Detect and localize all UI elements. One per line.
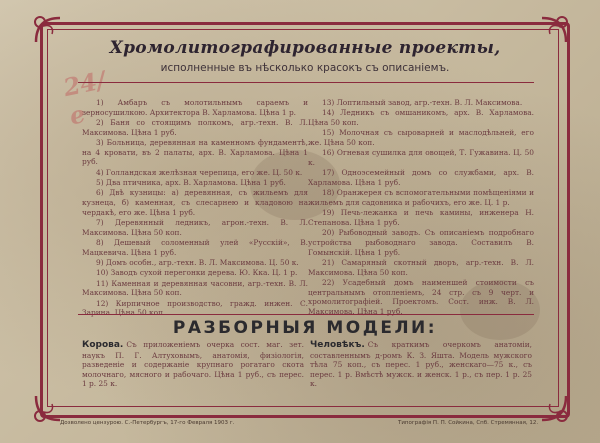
project-entry: 12) Кирпичное производство, гражд. инжен. С. Зарина. Цѣна 50 коп. [82, 298, 308, 318]
project-entry: 20) Рыбоводный заводъ. Съ описанiемъ подробнаго устройства рыбоводнаго завода. Составилъ В. Гомынскiй. Цѣна 1 руб. [308, 228, 534, 257]
project-entry: 13) Лоптильный завод, агр.-техн. В. Л. Максимова. [322, 98, 523, 107]
project-entry: 21) Самаряный скотный дворъ, агр.-техн. В. Л. Максимова. Цѣна 50 коп. [308, 258, 534, 277]
model-description: Съ краткимъ очеркомъ анатомiи, составленнымъ д-ромъ К. З. Яшта. Модель мужского тѣла 75 коп., съ перес. 1 руб., женскаго—75 к., съ перес. 1 р. Вмѣстѣ мужск. и женск. 1 р., съ пер. 1 р. 25 к. [310, 340, 532, 389]
model-cow [82, 340, 304, 389]
divider [78, 82, 534, 83]
models-heading: РАЗБОРНЫЯ МОДЕЛИ: [172, 318, 438, 338]
project-entry: 6) Двѣ кузницы: а) деревянная, съ жильемъ для кузнеца, б) каменная, съ слесарнею и кладовою на чердакѣ, его же. Цѣна 1 руб. [82, 188, 308, 217]
project-entry: 4) Голландская желѣзная черепица, его же. Ц. 50 к. [96, 167, 303, 177]
project-entry: 10) Заводъ сухой перегонки дерева. Ю. Кка. Ц. 1 р. [96, 268, 298, 278]
project-entry: 7) Деревянный ледникъ, агрон.-техн. В. Л. Максимова. Цѣна 50 коп. [82, 218, 308, 237]
project-entry: 3) Больница, деревянная на каменномъ фундаментѣ, на 4 кровати, въ 2 палаты, арх. В. Харламова. Цѣна 1 руб. [82, 138, 308, 167]
corner-ornament-icon [536, 390, 572, 426]
page-title: Хромолитографированные проекты, [109, 38, 501, 58]
project-entry: 17) Одноэсемейный домъ со службами, арх. В. Харламова. Цѣна 1 руб. [308, 168, 534, 187]
projects-list-left [82, 98, 308, 319]
project-entry: 9) Домъ особн., агр.-техн. В. Л. Максимова. Ц. 50 к. [96, 258, 299, 267]
printer-note: Типографiя П. П. Сойкина, Спб. Стремянная, 12. [398, 420, 539, 426]
project-entry: 18) Оранжерея съ вспомогательными помѣщенiями и жильемъ для садовника и рабочихъ, его же. Ц. 1 р. [308, 188, 534, 207]
project-entry: 14) Ледникъ съ омшаникомъ, арх. В. Харламова. Цѣна 50 коп. [308, 108, 534, 127]
project-entry: 1) Амбаръ съ молотильнымъ сараемъ и зерносушилкою. Архитектора В. Харламова. Цѣна 1 р. [82, 98, 308, 117]
project-entry: 19) Печь-лежанка и печь камины, инженера Н. Степанова. Цѣна 1 руб. [308, 208, 534, 227]
project-entry: 2) Баня со стоящимъ полкомъ, агр.-техн. В. Л. Максимова. Цѣна 1 руб. [82, 118, 308, 137]
censor-note: Дозволено цензурою. С.-Петербургъ, 17-го Февраля 1903 г. [60, 420, 235, 426]
project-entry: 22) Усадебный домъ наименшей стоимости съ центральнымъ отопленiемъ, 24 стр. съ 9 черт. и хромолитографiей. Проектомъ. Сост. инж. В. Л. Максимова. Цѣна 1 руб. [308, 278, 534, 317]
projects-list-right [308, 98, 534, 317]
model-man [310, 340, 532, 389]
project-entry: 16) Огневая сушилка для овощей, Т. Гужавина. Ц. 50 к. [308, 148, 534, 167]
model-description: Съ приложенiемъ очерка сост. маг. зет. наукъ П. Г. Алтуховымъ, анатомiя, физiологiя, разведенiе и содержанiе крупнаго рогатаго скота молочнаго, мясного и рабочаго. Цѣна 1 руб., съ перес. 1 р. 25 к. [82, 340, 304, 389]
project-entry: 11) Каменная и деревянная часовни, агр.-техн. В. Л. Максимова. Цѣна 50 коп. [82, 278, 308, 298]
model-name: Корова. [82, 340, 124, 350]
model-name: Человѣкъ. [310, 340, 365, 350]
project-entry: 5) Два птичника, арх. В. Харламова. Цѣна 1 руб. [96, 178, 286, 187]
page-subtitle: исполненные въ нѣсколько красокъ съ описанiемъ. [160, 62, 450, 74]
project-entry: 8) Дешевый соломенный улей «Русскiй», В. Мацкевича. Цѣна 1 руб. [82, 238, 308, 257]
handwritten-stamp: 24/е [60, 65, 109, 131]
divider [78, 314, 534, 315]
project-entry: 15) Молочная съ сыроварней и маслодѣльней, его же. Цѣна 50 коп. [308, 128, 534, 147]
